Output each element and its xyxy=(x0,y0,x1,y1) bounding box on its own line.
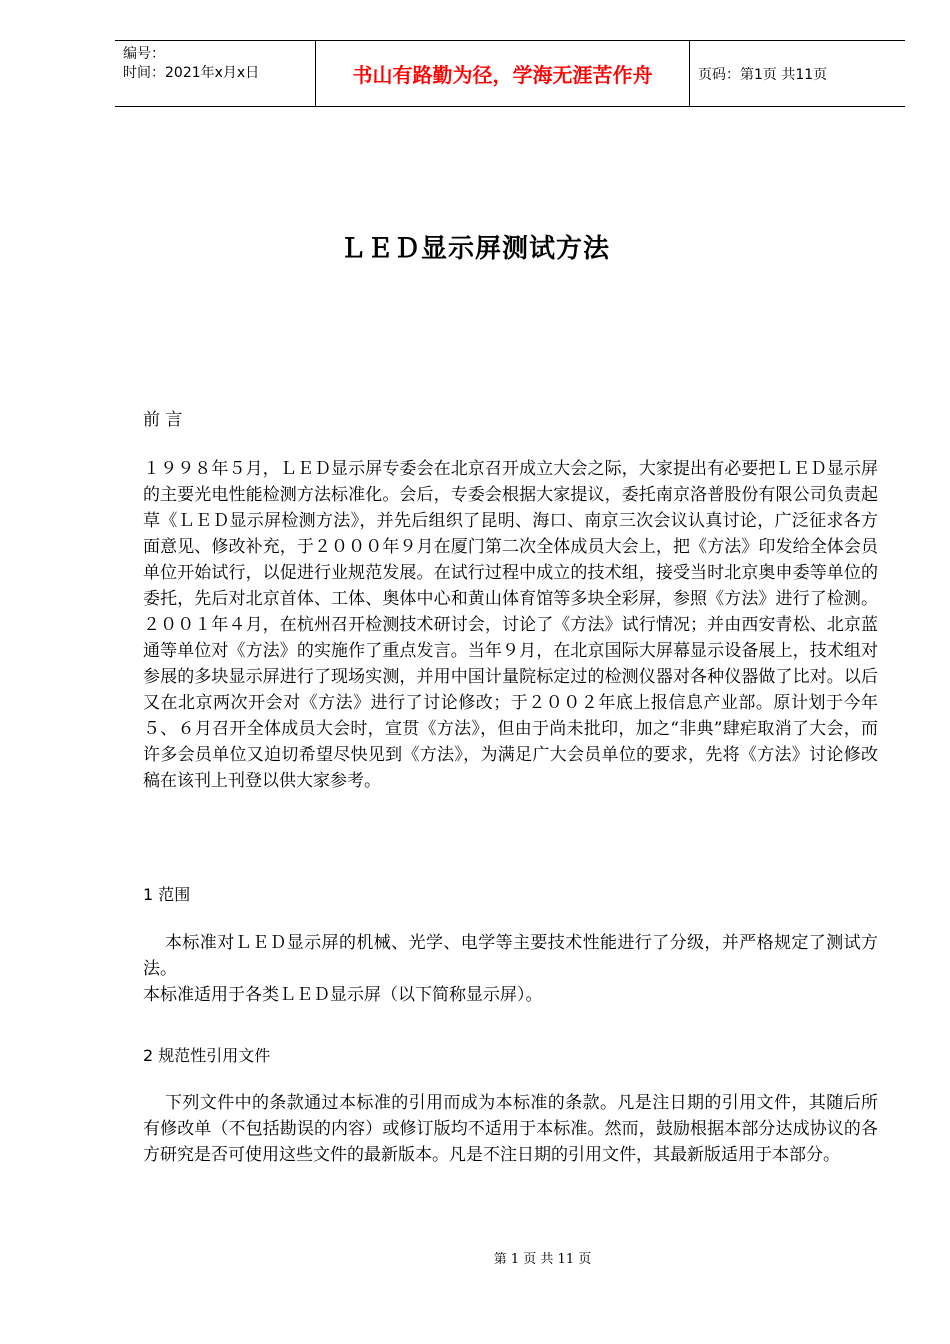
section2-paragraph-1: 下列文件中的条款通过本标准的引用而成为本标准的条款。凡是注日期的引用文件，其随后所有修改单（不包括勘误的内容）或修订版均不适用于本标准。然而，鼓励根据本部分达成协议的各方研究是否可使用这些文件的最新版本。凡是不注日期的引用文件，其最新版适用于本部分。 xyxy=(143,1093,878,1165)
document-title: ＬＥＤ显示屏测试方法 xyxy=(339,234,610,264)
section1-paragraph-1: 本标准对ＬＥＤ显示屏的机械、光学、电学等主要技术性能进行了分级，并严格规定了测试方法。 xyxy=(143,933,878,979)
header-table xyxy=(115,40,905,107)
section2-heading: 2 规范性引用文件 xyxy=(143,1046,271,1065)
header-motto: 书山有路勤为径，学海无涯苦作舟 xyxy=(316,41,690,106)
preface-heading: 前 言 xyxy=(143,410,183,430)
section1-body xyxy=(143,930,878,1008)
document-time: 时间：2021年x月x日 xyxy=(123,65,260,81)
section1-heading: 1 范围 xyxy=(143,885,191,904)
header-meta xyxy=(115,41,316,106)
page-footer: 第 1 页 共 11 页 xyxy=(493,1252,592,1267)
document-number: 编号： xyxy=(123,46,165,62)
header-page-info: 页码：第1页 共11页 xyxy=(698,66,828,83)
preface-paragraph: １９９８年５月，ＬＥＤ显示屏专委会在北京召开成立大会之际，大家提出有必要把ＬＥＤ显示屏的主要光电性能检测方法标准化。会后，专委会根据大家提议，委托南京洛普股份有限公司负责起草《ＬＥＤ显示屏检测方法》，并先后组织了昆明、海口、南京三次会议认真讨论，广泛征求各方面意见、修改补充，于２０００年９月在厦门第二次全体成员大会上，把《方法》印发给全体会员单位开始试行，以促进行业规范发展。在试行过程中成立的技术组，接受当时北京奥申委等单位的委托，先后对北京首体、工体、奥体中心和黄山体育馆等多块全彩屏，参照《方法》进行了检测。２００１年４月，在杭州召开检测技术研讨会，讨论了《方法》试行情况；并由西安青松、北京蓝通等单位对《方法》的实施作了重点发言。当年９月，在北京国际大屏幕显示设备展上，技术组对参展的多块显示屏进行了现场实测，并用中国计量院标定过的检测仪器对各种仪器做了比对。以后又在北京两次开会对《方法》进行了讨论修改；于２００２年底上报信息产业部。原计划于今年５、６月召开全体成员大会时，宣贯《方法》，但由于尚未批印，加之“非典”肆疟取消了大会，而许多会员单位又迫切希望尽快见到《方法》，为满足广大会员单位的要求，先将《方法》讨论修改稿在该刊上刊登以供大家参考。 xyxy=(143,459,878,791)
section1-paragraph-2: 本标准适用于各类ＬＥＤ显示屏（以下简称显示屏）。 xyxy=(143,985,543,1005)
